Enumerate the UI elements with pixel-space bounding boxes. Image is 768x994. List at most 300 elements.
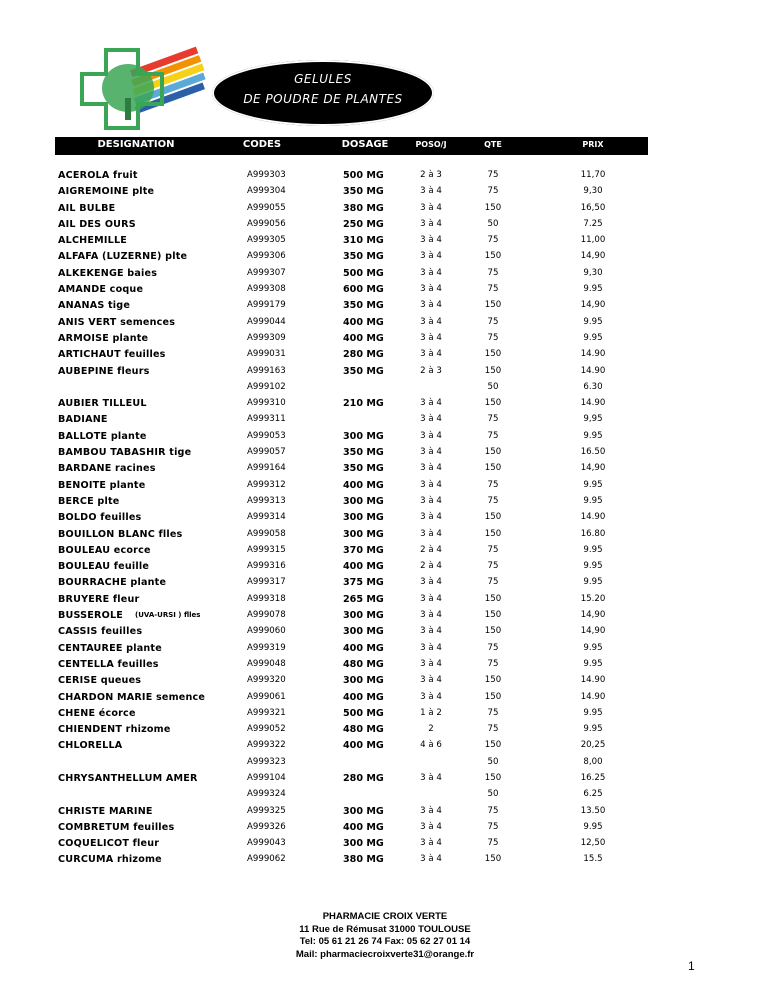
prix-cell: 9.95 bbox=[583, 430, 603, 441]
dosage-cell: 380 MG bbox=[343, 202, 384, 214]
poso-cell: 3 à 4 bbox=[420, 495, 442, 506]
designation-cell: CHENE écorce bbox=[58, 707, 136, 719]
prix-cell: 9.95 bbox=[583, 707, 603, 718]
dosage-cell: 310 MG bbox=[343, 235, 384, 247]
qte-cell: 150 bbox=[484, 202, 502, 213]
table-row bbox=[0, 545, 768, 561]
designation-cell: ALFAFA (LUZERNE) plte bbox=[58, 251, 188, 263]
qte-cell: 150 bbox=[484, 691, 502, 702]
table-row bbox=[0, 398, 768, 414]
designation-cell: BALLOTE plante bbox=[58, 430, 147, 442]
table-row bbox=[0, 577, 768, 593]
designation-cell: ARMOISE plante bbox=[58, 332, 149, 344]
table-row bbox=[0, 349, 768, 365]
designation-cell: BOULEAU feuille bbox=[58, 561, 150, 573]
poso-cell: 3 à 4 bbox=[420, 821, 442, 832]
designation-cell: COMBRETUM feuilles bbox=[58, 821, 175, 833]
designation-cell: AUBIER TILLEUL bbox=[58, 398, 147, 410]
dosage-cell: 370 MG bbox=[343, 544, 384, 556]
designation-cell: CHRYSANTHELLUM AMER bbox=[58, 772, 198, 784]
qte-cell: 150 bbox=[484, 398, 502, 409]
qte-cell: 75 bbox=[487, 544, 499, 555]
dosage-cell: 400 MG bbox=[343, 479, 384, 491]
table-row bbox=[0, 300, 768, 316]
poso-cell: 3 à 4 bbox=[420, 218, 442, 229]
table-header bbox=[55, 137, 648, 155]
footer-address: 11 Rue de Rémusat 31000 TOULOUSE bbox=[299, 923, 471, 935]
poso-cell: 2 à 4 bbox=[420, 561, 442, 572]
prix-cell: 13.50 bbox=[580, 805, 606, 816]
code-cell: A999310 bbox=[247, 398, 286, 409]
designation-cell: CERISE queues bbox=[58, 675, 142, 687]
dosage-cell: 500 MG bbox=[343, 267, 384, 279]
prix-cell: 9.95 bbox=[583, 642, 603, 653]
dosage-cell: 210 MG bbox=[343, 398, 384, 410]
table-row bbox=[0, 284, 768, 300]
poso-cell: 3 à 4 bbox=[420, 805, 442, 816]
poso-cell: 3 à 4 bbox=[420, 528, 442, 539]
dosage-cell: 400 MG bbox=[343, 740, 384, 752]
code-cell: A999319 bbox=[247, 642, 286, 653]
qte-cell: 75 bbox=[487, 186, 499, 197]
designation-cell: CHARDON MARIE semence bbox=[58, 691, 206, 703]
table-row bbox=[0, 219, 768, 235]
code-cell: A999163 bbox=[247, 365, 286, 376]
prix-cell: 14.90 bbox=[580, 349, 606, 360]
code-cell: A999309 bbox=[247, 332, 286, 343]
code-cell: A999306 bbox=[247, 251, 286, 262]
poso-cell: 3 à 4 bbox=[420, 186, 442, 197]
dosage-cell: 300 MG bbox=[343, 495, 384, 507]
prix-cell: 7.25 bbox=[583, 218, 603, 229]
qte-cell: 75 bbox=[487, 495, 499, 506]
title-line-1: GELULES bbox=[294, 72, 352, 86]
dosage-cell: 300 MG bbox=[343, 675, 384, 687]
qte-cell: 150 bbox=[484, 593, 502, 604]
poso-cell: 3 à 4 bbox=[420, 854, 442, 865]
code-cell: A999052 bbox=[247, 724, 286, 735]
prix-cell: 9.95 bbox=[583, 332, 603, 343]
dosage-cell: 300 MG bbox=[343, 528, 384, 540]
dosage-cell: 300 MG bbox=[343, 805, 384, 817]
table-row bbox=[0, 757, 768, 773]
dosage-cell: 265 MG bbox=[343, 593, 384, 605]
code-cell: A999307 bbox=[247, 267, 286, 278]
code-cell: A999104 bbox=[247, 772, 286, 783]
qte-cell: 150 bbox=[484, 447, 502, 458]
header-dosage: DOSAGE bbox=[341, 139, 389, 150]
dosage-cell: 500 MG bbox=[343, 170, 384, 181]
qte-cell: 50 bbox=[487, 756, 499, 767]
code-cell: A999324 bbox=[247, 789, 286, 800]
qte-cell: 75 bbox=[487, 170, 499, 180]
designation-cell: CASSIS feuilles bbox=[58, 626, 143, 638]
poso-cell: 3 à 4 bbox=[420, 267, 442, 278]
prix-cell: 6.25 bbox=[583, 789, 603, 800]
table-row bbox=[0, 382, 768, 398]
designation-cell: CURCUMA rhizome bbox=[58, 854, 162, 866]
code-cell: A999062 bbox=[247, 854, 286, 865]
designation-cell: ARTICHAUT feuilles bbox=[58, 349, 166, 361]
prix-cell: 16.25 bbox=[580, 772, 606, 783]
designation-cell: ANANAS tige bbox=[58, 300, 131, 312]
designation-cell: BENOITE plante bbox=[58, 479, 146, 491]
qte-cell: 75 bbox=[487, 430, 499, 441]
code-cell: A999318 bbox=[247, 593, 286, 604]
qte-cell: 150 bbox=[484, 675, 502, 686]
code-cell: A999304 bbox=[247, 186, 286, 197]
qte-cell: 150 bbox=[484, 610, 502, 621]
dosage-cell: 480 MG bbox=[343, 658, 384, 670]
poso-cell: 3 à 4 bbox=[420, 284, 442, 295]
prix-cell: 9.95 bbox=[583, 577, 603, 588]
prix-cell: 14.90 bbox=[580, 675, 606, 686]
prix-cell: 9,95 bbox=[583, 414, 603, 425]
prix-cell: 14.90 bbox=[580, 512, 606, 523]
table-row bbox=[0, 594, 768, 610]
code-cell: A999102 bbox=[247, 381, 286, 392]
poso-cell: 4 à 6 bbox=[420, 740, 442, 751]
code-cell: A999315 bbox=[247, 544, 286, 555]
prix-cell: 11,00 bbox=[580, 235, 606, 246]
table-row bbox=[0, 496, 768, 512]
table-row bbox=[0, 838, 768, 854]
code-cell: A999325 bbox=[247, 805, 286, 816]
code-cell: A999057 bbox=[247, 447, 286, 458]
dosage-cell: 280 MG bbox=[343, 772, 384, 784]
poso-cell: 3 à 4 bbox=[420, 642, 442, 653]
code-cell: A999044 bbox=[247, 316, 286, 327]
qte-cell: 75 bbox=[487, 805, 499, 816]
prix-cell: 6.30 bbox=[583, 381, 603, 392]
code-cell: A999303 bbox=[247, 170, 286, 180]
footer-phone: Tel: 05 61 21 26 74 Fax: 05 62 27 01 14 bbox=[299, 936, 471, 947]
dosage-cell: 350 MG bbox=[343, 365, 384, 377]
designation-cell: BARDANE racines bbox=[58, 463, 156, 475]
poso-cell: 2 à 4 bbox=[420, 544, 442, 555]
table-row bbox=[0, 854, 768, 870]
header-prix: PRIX bbox=[582, 140, 604, 149]
code-cell: A999043 bbox=[247, 838, 286, 849]
table-row bbox=[0, 643, 768, 659]
code-cell: A999061 bbox=[247, 691, 286, 702]
qte-cell: 75 bbox=[487, 479, 499, 490]
code-cell: A999058 bbox=[247, 528, 286, 539]
qte-cell: 75 bbox=[487, 838, 499, 849]
code-cell: A999311 bbox=[247, 414, 286, 425]
dosage-cell: 350 MG bbox=[343, 251, 384, 263]
poso-cell: 3 à 4 bbox=[420, 691, 442, 702]
code-cell: A999031 bbox=[247, 349, 286, 360]
table-row bbox=[0, 463, 768, 479]
poso-cell: 3 à 4 bbox=[420, 251, 442, 262]
qte-cell: 150 bbox=[484, 365, 502, 376]
title-banner bbox=[212, 60, 434, 126]
designation-cell: CENTAUREE plante bbox=[58, 642, 162, 654]
dosage-cell: 500 MG bbox=[343, 707, 384, 719]
poso-cell: 3 à 4 bbox=[420, 463, 442, 474]
prix-cell: 9.95 bbox=[583, 561, 603, 572]
poso-cell: 3 à 4 bbox=[420, 577, 442, 588]
prix-cell: 9.95 bbox=[583, 658, 603, 669]
qte-cell: 150 bbox=[484, 772, 502, 783]
code-cell: A999055 bbox=[247, 202, 286, 213]
designation-cell: BOUILLON BLANC flles bbox=[58, 528, 183, 540]
dosage-cell: 600 MG bbox=[343, 284, 384, 296]
prix-cell: 16.50 bbox=[580, 447, 606, 458]
code-cell: A999317 bbox=[247, 577, 286, 588]
prix-cell: 16.80 bbox=[580, 528, 606, 539]
table-row bbox=[0, 333, 768, 349]
poso-cell: 3 à 4 bbox=[420, 593, 442, 604]
dosage-cell: 300 MG bbox=[343, 626, 384, 638]
table-row bbox=[0, 740, 768, 756]
prix-cell: 14,90 bbox=[580, 610, 606, 621]
designation-cell: AIGREMOINE plte bbox=[58, 186, 155, 198]
designation-cell: AUBEPINE fleurs bbox=[58, 365, 150, 377]
designation-cell: BAMBOU TABASHIR tige bbox=[58, 447, 192, 459]
code-cell: A999048 bbox=[247, 658, 286, 669]
poso-cell: 3 à 4 bbox=[420, 316, 442, 327]
prix-cell: 16,50 bbox=[580, 202, 606, 213]
poso-cell: 1 à 2 bbox=[420, 707, 442, 718]
dosage-cell: 480 MG bbox=[343, 724, 384, 736]
prix-cell: 9.95 bbox=[583, 479, 603, 490]
table-row bbox=[0, 724, 768, 740]
code-cell: A999313 bbox=[247, 495, 286, 506]
designation-cell: BOURRACHE plante bbox=[58, 577, 167, 589]
designation-cell: CHIENDENT rhizome bbox=[58, 724, 171, 736]
qte-cell: 150 bbox=[484, 854, 502, 865]
prix-cell: 9.95 bbox=[583, 495, 603, 506]
qte-cell: 75 bbox=[487, 658, 499, 669]
qte-cell: 75 bbox=[487, 414, 499, 425]
designation-note: (UVA-URSI ) flles bbox=[135, 611, 201, 620]
qte-cell: 75 bbox=[487, 284, 499, 295]
table-row bbox=[0, 822, 768, 838]
prix-cell: 15.5 bbox=[583, 854, 603, 865]
table-row bbox=[0, 561, 768, 577]
dosage-cell: 400 MG bbox=[343, 332, 384, 344]
code-cell: A999326 bbox=[247, 821, 286, 832]
pharmacy-cross-logo bbox=[78, 42, 208, 132]
poso-cell: 2 bbox=[428, 724, 434, 735]
code-cell: A999305 bbox=[247, 235, 286, 246]
table-row bbox=[0, 251, 768, 267]
table-row bbox=[0, 317, 768, 333]
code-cell: A999314 bbox=[247, 512, 286, 523]
table-row bbox=[0, 235, 768, 251]
designation-cell: AMANDE coque bbox=[58, 284, 144, 296]
prix-cell: 14.90 bbox=[580, 691, 606, 702]
footer-pharmacy-name: PHARMACIE CROIX VERTE bbox=[322, 911, 448, 922]
poso-cell: 3 à 4 bbox=[420, 398, 442, 409]
table-row bbox=[0, 529, 768, 545]
qte-cell: 75 bbox=[487, 267, 499, 278]
qte-cell: 75 bbox=[487, 577, 499, 588]
code-cell: A999320 bbox=[247, 675, 286, 686]
table-row bbox=[0, 203, 768, 219]
poso-cell: 3 à 4 bbox=[420, 838, 442, 849]
table-row bbox=[0, 170, 768, 186]
table-row bbox=[0, 806, 768, 822]
dosage-cell: 400 MG bbox=[343, 691, 384, 703]
qte-cell: 150 bbox=[484, 512, 502, 523]
designation-cell: BOLDO feuilles bbox=[58, 512, 142, 524]
prix-cell: 15.20 bbox=[580, 593, 606, 604]
prix-cell: 9.95 bbox=[583, 544, 603, 555]
header-poso: POSO/J bbox=[415, 140, 447, 149]
header-designation: DESIGNATION bbox=[97, 139, 175, 150]
code-cell: A999179 bbox=[247, 300, 286, 311]
product-table bbox=[0, 170, 768, 871]
dosage-cell: 250 MG bbox=[343, 218, 384, 230]
table-row bbox=[0, 675, 768, 691]
poso-cell: 3 à 4 bbox=[420, 447, 442, 458]
table-row bbox=[0, 512, 768, 528]
poso-cell: 3 à 4 bbox=[420, 512, 442, 523]
table-row bbox=[0, 268, 768, 284]
table-row bbox=[0, 708, 768, 724]
designation-cell: BRUYERE fleur bbox=[58, 593, 140, 605]
designation-cell: CHLORELLA bbox=[58, 740, 123, 752]
prix-cell: 8,00 bbox=[583, 756, 603, 767]
code-cell: A999164 bbox=[247, 463, 286, 474]
poso-cell: 3 à 4 bbox=[420, 675, 442, 686]
designation-cell: BERCE plte bbox=[58, 495, 120, 507]
dosage-cell: 350 MG bbox=[343, 300, 384, 312]
designation-cell: COQUELICOT fleur bbox=[58, 838, 160, 850]
prix-cell: 9,30 bbox=[583, 186, 603, 197]
title-line-2: DE POUDRE DE PLANTES bbox=[243, 92, 403, 106]
prix-cell: 14.90 bbox=[580, 365, 606, 376]
dosage-cell: 280 MG bbox=[343, 349, 384, 361]
poso-cell: 3 à 4 bbox=[420, 332, 442, 343]
prix-cell: 20,25 bbox=[580, 740, 606, 751]
qte-cell: 75 bbox=[487, 316, 499, 327]
designation-cell: CHRISTE MARINE bbox=[58, 805, 153, 817]
qte-cell: 75 bbox=[487, 707, 499, 718]
code-cell: A999078 bbox=[247, 610, 286, 621]
qte-cell: 150 bbox=[484, 349, 502, 360]
code-cell: A999316 bbox=[247, 561, 286, 572]
dosage-cell: 350 MG bbox=[343, 463, 384, 475]
qte-cell: 75 bbox=[487, 821, 499, 832]
prix-cell: 9.95 bbox=[583, 821, 603, 832]
prix-cell: 12,50 bbox=[580, 838, 606, 849]
poso-cell: 2 à 3 bbox=[420, 365, 442, 376]
qte-cell: 150 bbox=[484, 251, 502, 262]
poso-cell: 3 à 4 bbox=[420, 658, 442, 669]
table-row bbox=[0, 773, 768, 789]
dosage-cell: 400 MG bbox=[343, 642, 384, 654]
table-row bbox=[0, 626, 768, 642]
dosage-cell: 400 MG bbox=[343, 821, 384, 833]
prix-cell: 14,90 bbox=[580, 463, 606, 474]
header-qte: QTE bbox=[484, 140, 502, 149]
qte-cell: 150 bbox=[484, 463, 502, 474]
dosage-cell: 300 MG bbox=[343, 430, 384, 442]
dosage-cell: 375 MG bbox=[343, 577, 384, 589]
code-cell: A999322 bbox=[247, 740, 286, 751]
qte-cell: 50 bbox=[487, 789, 499, 800]
table-row bbox=[0, 366, 768, 382]
prix-cell: 14,90 bbox=[580, 251, 606, 262]
prix-cell: 14,90 bbox=[580, 300, 606, 311]
prix-cell: 14,90 bbox=[580, 626, 606, 637]
dosage-cell: 350 MG bbox=[343, 186, 384, 198]
table-row bbox=[0, 659, 768, 675]
designation-cell: ALCHEMILLE bbox=[58, 235, 128, 247]
code-cell: A999308 bbox=[247, 284, 286, 295]
poso-cell: 3 à 4 bbox=[420, 202, 442, 213]
dosage-cell: 400 MG bbox=[343, 561, 384, 573]
table-row bbox=[0, 431, 768, 447]
designation-cell: ACEROLA fruit bbox=[58, 170, 138, 181]
code-cell: A999056 bbox=[247, 218, 286, 229]
poso-cell: 3 à 4 bbox=[420, 349, 442, 360]
prix-cell: 14.90 bbox=[580, 398, 606, 409]
designation-cell: BUSSEROLE bbox=[58, 610, 124, 622]
poso-cell: 3 à 4 bbox=[420, 626, 442, 637]
table-row bbox=[0, 789, 768, 805]
designation-cell: AIL DES OURS bbox=[58, 218, 136, 230]
qte-cell: 150 bbox=[484, 740, 502, 751]
qte-cell: 75 bbox=[487, 332, 499, 343]
code-cell: A999321 bbox=[247, 707, 286, 718]
poso-cell: 3 à 4 bbox=[420, 610, 442, 621]
qte-cell: 75 bbox=[487, 642, 499, 653]
qte-cell: 75 bbox=[487, 561, 499, 572]
poso-cell: 3 à 4 bbox=[420, 772, 442, 783]
poso-cell: 3 à 4 bbox=[420, 430, 442, 441]
footer bbox=[240, 911, 530, 961]
qte-cell: 75 bbox=[487, 724, 499, 735]
qte-cell: 50 bbox=[487, 218, 499, 229]
code-cell: A999312 bbox=[247, 479, 286, 490]
poso-cell: 3 à 4 bbox=[420, 235, 442, 246]
qte-cell: 50 bbox=[487, 381, 499, 392]
qte-cell: 150 bbox=[484, 528, 502, 539]
table-row bbox=[0, 480, 768, 496]
table-row bbox=[0, 692, 768, 708]
dosage-cell: 300 MG bbox=[343, 512, 384, 524]
designation-cell: AIL BULBE bbox=[58, 202, 116, 214]
prix-cell: 9.95 bbox=[583, 724, 603, 735]
dosage-cell: 350 MG bbox=[343, 447, 384, 459]
poso-cell: 3 à 4 bbox=[420, 300, 442, 311]
poso-cell: 3 à 4 bbox=[420, 414, 442, 425]
dosage-cell: 300 MG bbox=[343, 610, 384, 622]
table-row bbox=[0, 186, 768, 202]
designation-cell: ALKEKENGE baies bbox=[58, 267, 158, 279]
designation-cell: ANIS VERT semences bbox=[58, 316, 176, 328]
dosage-cell: 380 MG bbox=[343, 854, 384, 866]
prix-cell: 9.95 bbox=[583, 316, 603, 327]
dosage-cell: 300 MG bbox=[343, 838, 384, 850]
code-cell: A999053 bbox=[247, 430, 286, 441]
qte-cell: 150 bbox=[484, 626, 502, 637]
designation-cell: CENTELLA feuilles bbox=[58, 658, 159, 670]
header-codes: CODES bbox=[242, 139, 282, 150]
prix-cell: 11,70 bbox=[580, 170, 606, 180]
designation-cell: BADIANE bbox=[58, 414, 108, 426]
footer-mail: Mail: pharmaciecroixverte31@orange.fr bbox=[295, 948, 475, 960]
code-cell: A999323 bbox=[247, 756, 286, 767]
designation-cell: BOULEAU ecorce bbox=[58, 544, 151, 556]
table-row bbox=[0, 447, 768, 463]
poso-cell: 3 à 4 bbox=[420, 479, 442, 490]
